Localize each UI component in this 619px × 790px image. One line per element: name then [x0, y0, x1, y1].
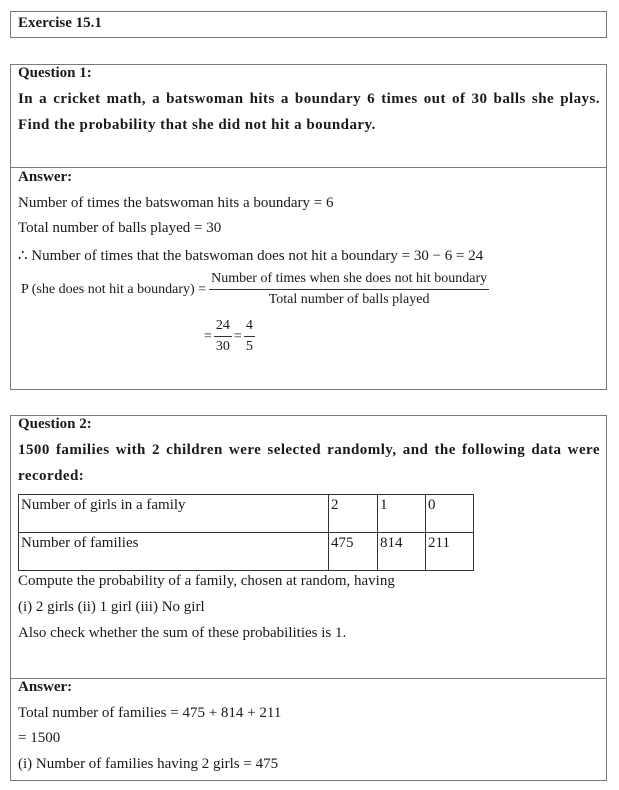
answer-2-line-2: = 1500 [18, 730, 61, 746]
table-cell: Number of families [19, 533, 329, 571]
question-2-after-line-3: Also check whether the sum of these probabilities is 1. [18, 625, 347, 641]
answer-1-line-3: ∴ Number of times that the batswoman does not hit a boundary = 30 − 6 = 24 [18, 248, 484, 264]
question-1-box [10, 64, 607, 390]
answer-1-line-2: Total number of balls played = 30 [18, 220, 222, 236]
answer-2-line-1: Total number of families = 475 + 814 + 211 [18, 705, 282, 721]
question-2-after-line-1: Compute the probability of a family, chosen at random, having [18, 573, 395, 589]
formula-lhs: P (she does not hit a boundary) = [21, 281, 207, 297]
exercise-title-box [10, 11, 607, 38]
question-2-heading: Question 2: [18, 416, 92, 432]
question-2-text-line-2: recorded: [18, 468, 85, 484]
result-fraction-2 [244, 318, 255, 355]
answer-divider [11, 167, 606, 168]
result-eq-2: = [233, 328, 242, 344]
table-cell: 0 [426, 495, 474, 533]
question-1-text-line-2: Find the probability that she did not hit a boundary. [18, 117, 376, 133]
result-numerator-1: 24 [214, 318, 232, 337]
table-cell: 1 [378, 495, 426, 533]
table-cell: 2 [329, 495, 378, 533]
result-eq-1: = [204, 328, 212, 344]
question-1-heading: Question 1: [18, 65, 92, 81]
answer-2-heading: Answer: [18, 679, 73, 695]
question-2-text-line-1: 1500 families with 2 children were selected randomly, and the following data were [18, 442, 600, 458]
table-cell: 814 [378, 533, 426, 571]
formula-denominator: Total number of balls played [268, 292, 430, 307]
result-fraction-1 [214, 318, 232, 355]
table-row [19, 533, 474, 571]
question-2-box [10, 415, 607, 781]
result-denominator-1: 30 [215, 339, 230, 354]
question-1-text-line-1: In a cricket math, a batswoman hits a boundary 6 times out of 30 balls she plays. [18, 91, 600, 107]
question-2-after-line-2: (i) 2 girls (ii) 1 girl (iii) No girl [18, 599, 205, 615]
answer-divider [11, 678, 606, 679]
probability-result [204, 318, 255, 355]
table-cell: 211 [426, 533, 474, 571]
answer-1-heading: Answer: [18, 169, 73, 185]
table-row [19, 495, 474, 533]
exercise-title: Exercise 15.1 [18, 15, 102, 31]
girls-families-table [18, 494, 474, 571]
formula-numerator: Number of times when she does not hit boundary [209, 271, 489, 290]
answer-2-line-3: (i) Number of families having 2 girls = 475 [18, 756, 279, 772]
table-cell: Number of girls in a family [19, 495, 329, 533]
formula-fraction [209, 271, 489, 308]
result-numerator-2: 4 [244, 318, 255, 337]
result-denominator-2: 5 [245, 339, 253, 354]
probability-formula [21, 271, 489, 308]
answer-1-line-1: Number of times the batswoman hits a boundary = 6 [18, 195, 334, 211]
table-cell: 475 [329, 533, 378, 571]
